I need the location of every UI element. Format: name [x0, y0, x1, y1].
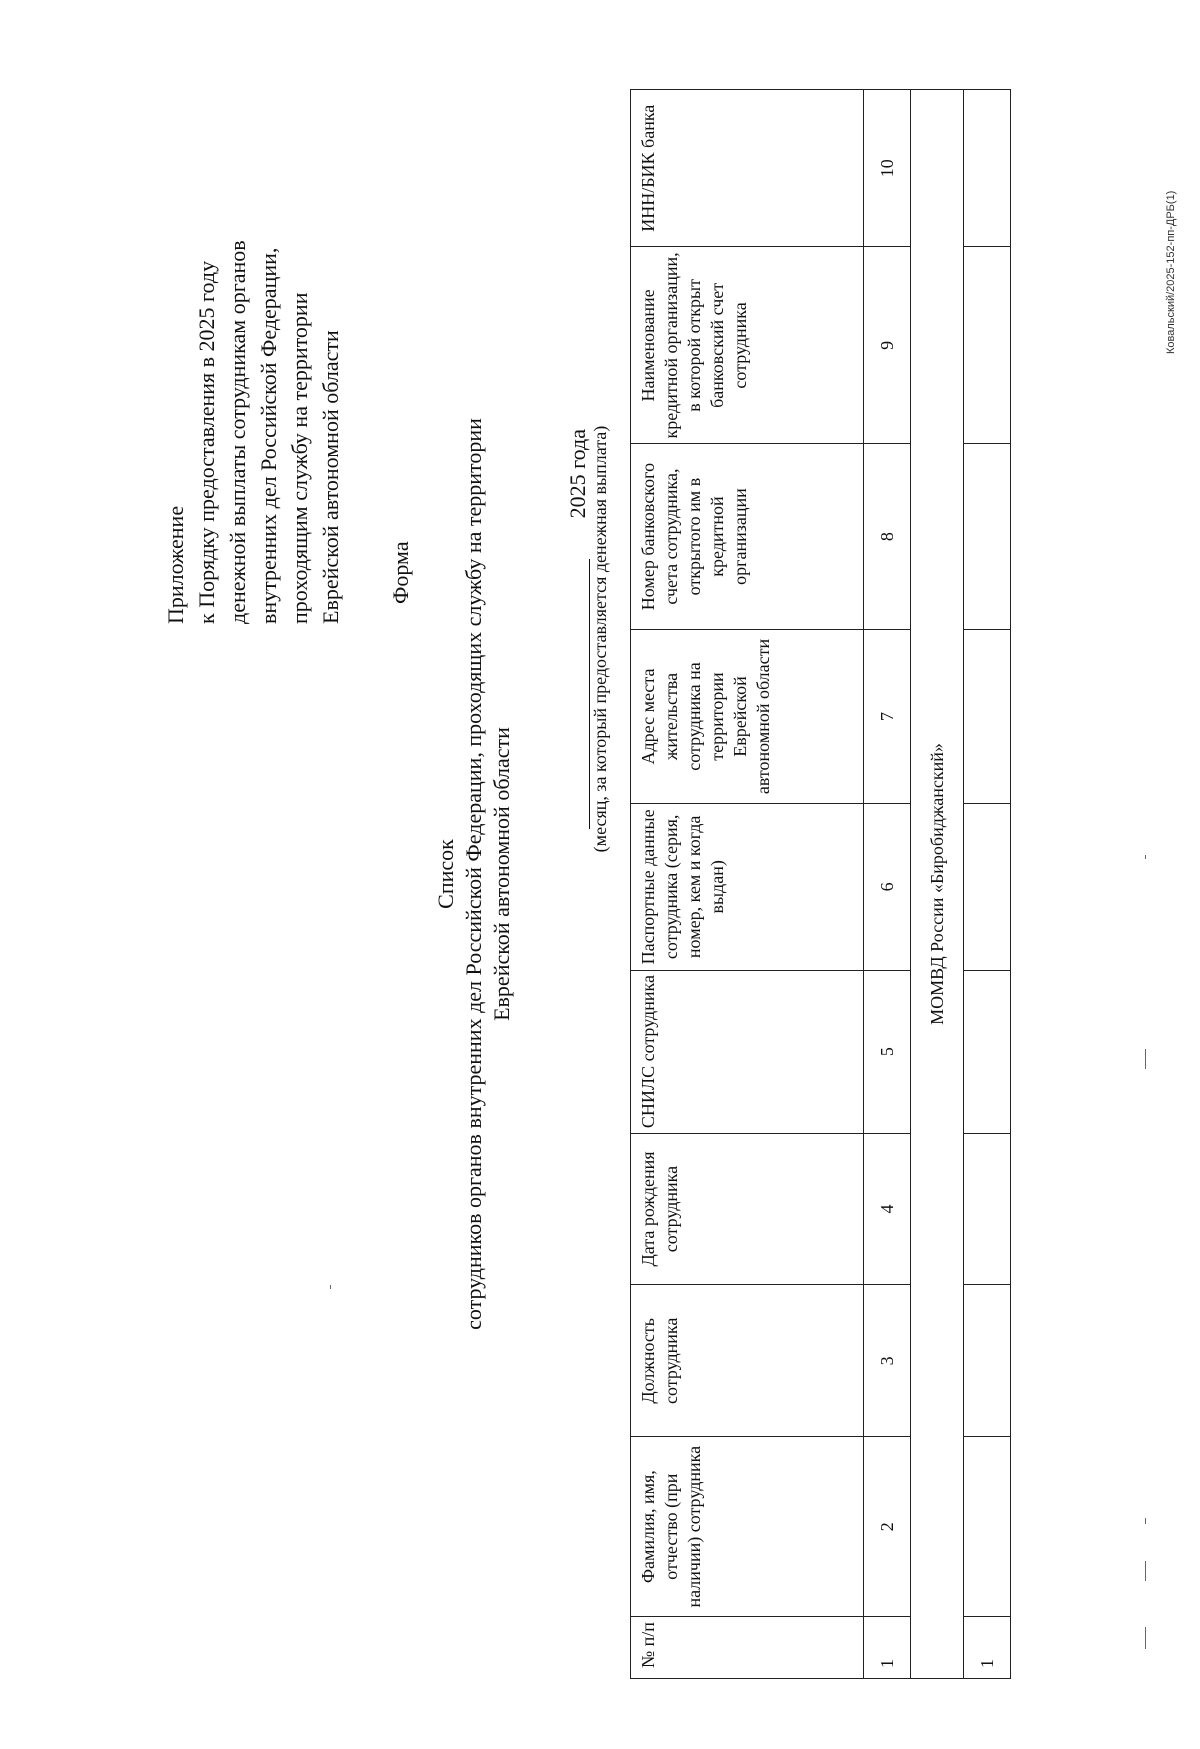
column-number: 6 — [864, 804, 911, 970]
scan-mark — [330, 1285, 331, 1289]
title-line-2: сотрудников органов внутренних дел Российской Федерации, проходящих службу на территории — [461, 418, 486, 1330]
period-note: (месяц, за который предоставляется денежная выплата) — [590, 425, 610, 853]
document-title — [432, 179, 516, 1569]
table-cell — [964, 970, 1011, 1133]
header-cell: ИНН/БИК банка — [631, 90, 864, 248]
table-cell — [964, 1133, 1011, 1285]
table-cell — [964, 1285, 1011, 1437]
appendix-line: денежной выплаты сотрудникам органов — [225, 240, 250, 624]
document-stamp: Ковальский/2025-152-пп-ДРБ(1) — [1165, 190, 1177, 354]
header-cell: Наименование кредитной организации, в которой открыт банковский счет сотрудника — [631, 247, 864, 444]
appendix-line: Приложение — [163, 505, 188, 624]
header-cell: Должность сотрудника — [631, 1285, 864, 1437]
appendix-line: проходящим службу на территории — [287, 292, 312, 624]
appendix-header — [160, 64, 346, 624]
appendix-line: внутренних дел Российской Федерации, — [256, 247, 281, 624]
table-cell — [964, 1437, 1011, 1617]
title-line-1: Список — [433, 839, 458, 909]
header-cell: Дата рождения сотрудника — [631, 1133, 864, 1285]
column-number: 8 — [864, 444, 911, 630]
scan-mark — [1145, 855, 1146, 859]
column-number: 9 — [864, 247, 911, 444]
scan-mark — [1145, 1561, 1146, 1581]
column-number-row — [864, 90, 911, 1679]
employee-list-table — [630, 89, 1011, 1679]
table-header-row — [631, 90, 864, 1679]
header-cell: Номер банковского счета сотрудника, открытого им в кредитной организации — [631, 444, 864, 630]
form-label: Форма — [388, 541, 413, 604]
table-row — [964, 90, 1011, 1679]
department-name: МОМВД России «Биробиджанский» — [911, 90, 964, 1679]
period-year: 2025 года — [565, 429, 590, 519]
department-row — [911, 90, 964, 1679]
column-number: 7 — [864, 629, 911, 803]
column-number: 10 — [864, 90, 911, 248]
row-number: 1 — [964, 1617, 1011, 1679]
column-number: 1 — [864, 1617, 911, 1679]
table-cell — [964, 629, 1011, 803]
table-cell — [964, 247, 1011, 444]
column-number: 2 — [864, 1437, 911, 1617]
column-number: 4 — [864, 1133, 911, 1285]
appendix-line: к Порядку предоставления в 2025 году — [194, 260, 219, 624]
title-line-3: Еврейской автономной области — [489, 727, 514, 1021]
table-cell — [964, 90, 1011, 248]
table-cell — [964, 804, 1011, 970]
appendix-line: Еврейской автономной области — [318, 330, 343, 624]
header-cell: № п/п — [631, 1617, 864, 1679]
column-number: 3 — [864, 1285, 911, 1437]
scan-mark — [1145, 1627, 1146, 1649]
header-cell: Фамилия, имя, отчество (при наличии) сотрудника — [631, 1437, 864, 1617]
column-number: 5 — [864, 970, 911, 1133]
header-cell: Паспортные данные сотрудника (серия, номер, кем и когда выдан) — [631, 804, 864, 970]
scan-mark — [1145, 1049, 1146, 1069]
header-cell: Адрес места жительства сотрудника на территории Еврейской автономной области — [631, 629, 864, 803]
table-cell — [964, 444, 1011, 630]
scan-mark — [1145, 1518, 1146, 1524]
header-cell: СНИЛС сотрудника — [631, 970, 864, 1133]
